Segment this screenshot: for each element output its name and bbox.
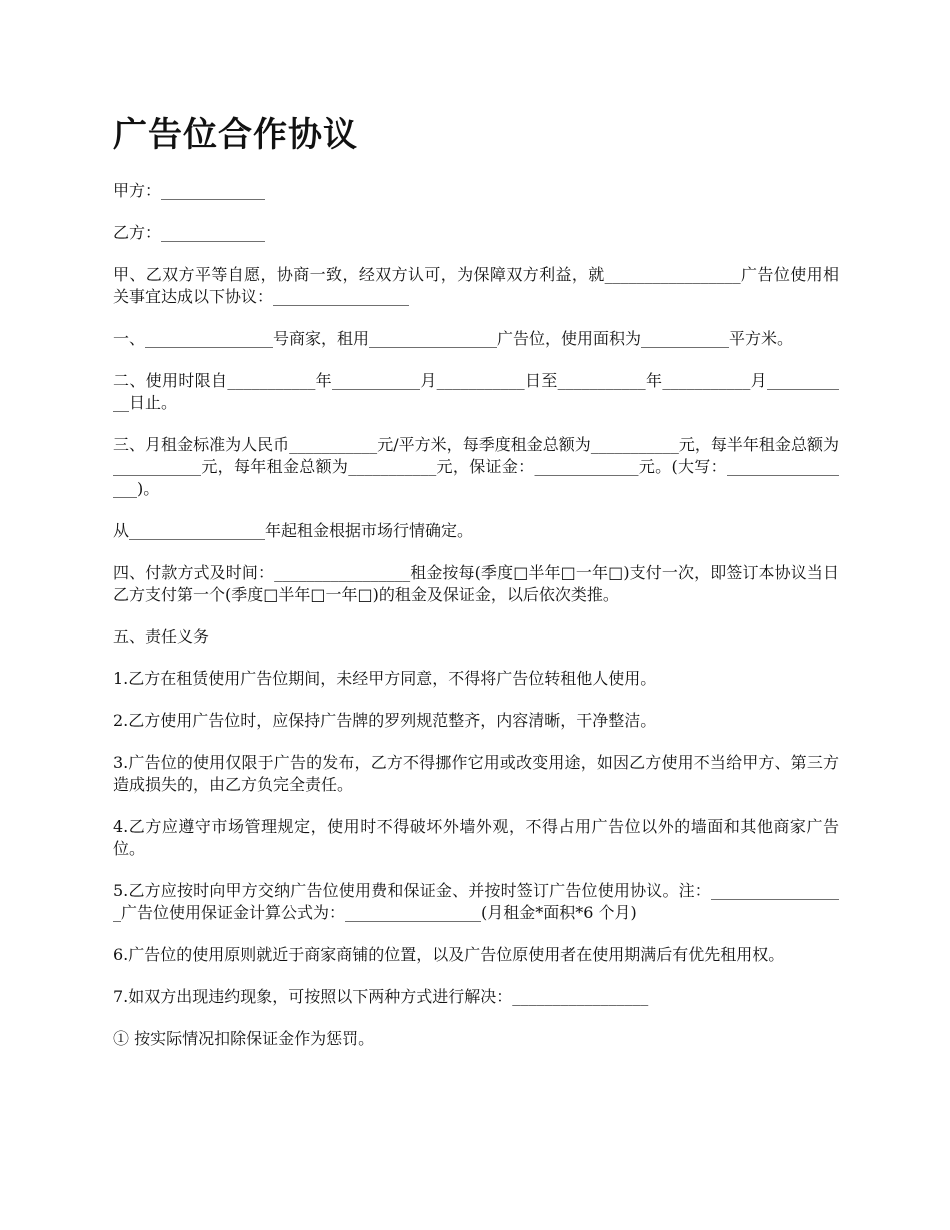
rent-adjustment-paragraph: 从_________________年起租金根据市场行情确定。 [113,521,474,540]
obligation-7-paragraph: 7.如双方出现违约现象，可按照以下两种方式进行解决：_________________ [113,987,649,1006]
clause-3-paragraph: 三、月租金标准为人民币___________元/平方米，每季度租金总额为___________元，每半年租金总额为___________元，每年租金总额为___________元，保证金：_____________元。(大写：_________________)。 [113,435,839,498]
obligation-2-paragraph: 2.乙方使用广告位时，应保持广告牌的罗列规范整齐，内容清晰，干净整洁。 [113,711,657,730]
clause-5-heading: 五、责任义务 [113,627,210,646]
document-page [113,112,839,1070]
obligation-5-paragraph: 5.乙方应按时向甲方交纳广告位使用费和保证金、并按时签订广告位使用协议。注：_________________广告位使用保证金计算公式为：_________________(月租金*面积*6 个月) [113,881,839,922]
preamble-paragraph: 甲、乙双方平等自愿，协商一致，经双方认可，为保障双方利益，就_________________广告位使用相关事宜达成以下协议：_________________ [113,265,839,306]
obligation-1-paragraph: 1.乙方在租赁使用广告位期间，未经甲方同意，不得将广告位转租他人使用。 [113,669,657,688]
clause-1-paragraph: 一、________________号商家，租用________________广告位，使用面积为___________平方米。 [113,329,794,348]
party-a-line: 甲方：_____________ [113,181,266,200]
clause-2-paragraph: 二、使用时限自___________年___________月___________日至___________年___________月___________日止。 [113,371,839,412]
obligation-3-paragraph: 3.广告位的使用仅限于广告的发布，乙方不得挪作它用或改变用途，如因乙方使用不当给甲方、第三方造成损失的，由乙方负完全责任。 [113,753,839,794]
clause-4-paragraph: 四、付款方式及时间：_________________租金按每(季度□半年□一年□)支付一次，即签订本协议当日乙方支付第一个(季度□半年□一年□)的租金及保证金，以后依次类推。 [113,563,839,604]
document-title: 广告位合作协议 [113,115,358,155]
party-b-line: 乙方：_____________ [113,223,266,242]
obligation-4-paragraph: 4.乙方应遵守市场管理规定，使用时不得破坏外墙外观，不得占用广告位以外的墙面和其他商家广告位。 [113,817,839,858]
resolution-option-1-paragraph: ① 按实际情况扣除保证金作为惩罚。 [113,1029,375,1048]
obligation-6-paragraph: 6.广告位的使用原则就近于商家商铺的位置，以及广告位原使用者在使用期满后有优先租用权。 [113,945,785,964]
